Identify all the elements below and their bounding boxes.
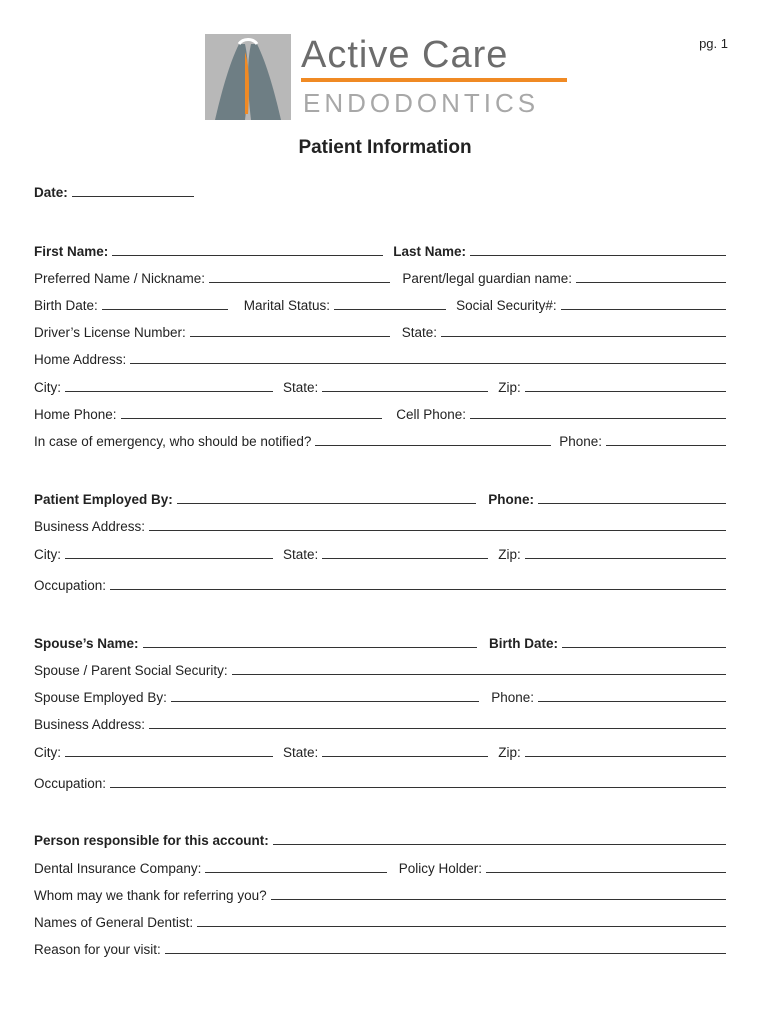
license-row	[34, 320, 726, 340]
cell-phone-field[interactable]	[470, 404, 726, 419]
marital-status-field[interactable]	[334, 295, 446, 310]
city-state-zip-row	[34, 375, 726, 395]
employer-city-label: City:	[34, 547, 61, 562]
spouse-occupation-row	[34, 771, 726, 791]
spouse-birth-date-field[interactable]	[562, 633, 726, 648]
employer-label: Patient Employed By:	[34, 492, 173, 507]
birth-date-label: Birth Date:	[34, 298, 98, 313]
emergency-phone-label: Phone:	[559, 434, 602, 449]
guardian-label: Parent/legal guardian name:	[402, 271, 572, 286]
policy-holder-label: Policy Holder:	[398, 861, 482, 876]
emergency-label: In case of emergency, who should be notified?	[34, 434, 312, 449]
spouse-zip-field[interactable]	[525, 742, 726, 757]
spouse-phone-field[interactable]	[538, 687, 726, 702]
emergency-field[interactable]	[315, 431, 551, 446]
state-label: State:	[283, 380, 319, 395]
nickname-row	[34, 266, 726, 286]
reason-label: Reason for your visit:	[34, 942, 161, 957]
phone-row	[34, 402, 726, 422]
business-address-field[interactable]	[149, 516, 726, 531]
last-name-label: Last Name:	[393, 244, 466, 259]
referral-row	[34, 883, 726, 903]
spouse-state-field[interactable]	[322, 742, 488, 757]
spouse-phone-label: Phone:	[491, 690, 534, 705]
reason-field[interactable]	[165, 939, 726, 954]
logo-subtitle-text: ENDODONTICS	[303, 88, 540, 118]
spouse-state-label: State:	[283, 745, 319, 760]
guardian-field[interactable]	[576, 268, 726, 283]
page-number: pg. 1	[699, 36, 728, 51]
employer-state-label: State:	[283, 547, 319, 562]
license-field[interactable]	[190, 322, 390, 337]
insurance-label: Dental Insurance Company:	[34, 861, 202, 876]
policy-holder-field[interactable]	[486, 858, 726, 873]
last-name-field[interactable]	[470, 241, 726, 256]
spouse-employer-row	[34, 685, 726, 705]
city-field[interactable]	[65, 377, 273, 392]
state-field[interactable]	[322, 377, 488, 392]
zip-label: Zip:	[498, 380, 521, 395]
page-title: Patient Information	[298, 137, 472, 158]
emergency-row	[34, 429, 726, 449]
city-label: City:	[34, 380, 61, 395]
employer-field[interactable]	[177, 489, 476, 504]
spouse-ssn-label: Spouse / Parent Social Security:	[34, 663, 228, 678]
spouse-employer-label: Spouse Employed By:	[34, 690, 167, 705]
license-state-field[interactable]	[441, 322, 726, 337]
cell-phone-label: Cell Phone:	[396, 407, 466, 422]
date-row	[34, 180, 726, 200]
license-label: Driver’s License Number:	[34, 325, 186, 340]
responsible-field[interactable]	[273, 830, 726, 845]
clinic-logo	[205, 34, 565, 120]
spouse-name-row	[34, 631, 726, 651]
emergency-phone-field[interactable]	[606, 431, 726, 446]
license-state-label: State:	[401, 325, 437, 340]
responsible-row	[34, 828, 726, 848]
business-address-row	[34, 514, 726, 534]
zip-field[interactable]	[525, 377, 726, 392]
occupation-row	[34, 573, 726, 593]
spouse-occupation-field[interactable]	[110, 773, 726, 788]
ssn-label: Social Security#:	[456, 298, 557, 313]
referral-label: Whom may we thank for referring you?	[34, 888, 267, 903]
spouse-city-field[interactable]	[65, 742, 273, 757]
employer-city-field[interactable]	[65, 544, 273, 559]
dentist-field[interactable]	[197, 912, 726, 927]
reason-row	[34, 937, 726, 957]
spouse-city-row	[34, 740, 726, 760]
employer-zip-label: Zip:	[498, 547, 521, 562]
preferred-name-label: Preferred Name / Nickname:	[34, 271, 206, 286]
dentist-row	[34, 910, 726, 930]
ssn-field[interactable]	[561, 295, 726, 310]
spouse-name-field[interactable]	[143, 633, 477, 648]
spouse-business-address-row	[34, 712, 726, 732]
preferred-name-field[interactable]	[209, 268, 390, 283]
logo-divider	[301, 78, 567, 82]
spouse-employer-field[interactable]	[171, 687, 479, 702]
spouse-occupation-label: Occupation:	[34, 776, 107, 791]
responsible-label: Person responsible for this account:	[34, 833, 269, 848]
name-row	[34, 239, 726, 259]
marital-status-label: Marital Status:	[243, 298, 331, 313]
employer-phone-label: Phone:	[488, 492, 534, 507]
referral-field[interactable]	[271, 885, 726, 900]
home-phone-label: Home Phone:	[34, 407, 117, 422]
first-name-field[interactable]	[112, 241, 383, 256]
tooth-logo-icon	[205, 34, 291, 120]
home-address-label: Home Address:	[34, 352, 127, 367]
spouse-city-label: City:	[34, 745, 61, 760]
first-name-label: First Name:	[34, 244, 109, 259]
birth-date-field[interactable]	[102, 295, 228, 310]
occupation-label: Occupation:	[34, 578, 107, 593]
spouse-zip-label: Zip:	[498, 745, 521, 760]
spouse-ssn-field[interactable]	[232, 660, 726, 675]
date-label: Date:	[34, 185, 68, 200]
spouse-ssn-row	[34, 658, 726, 678]
spouse-name-label: Spouse’s Name:	[34, 636, 139, 651]
employer-phone-field[interactable]	[538, 489, 726, 504]
employer-city-row	[34, 542, 726, 562]
home-phone-field[interactable]	[121, 404, 383, 419]
spouse-business-address-field[interactable]	[149, 714, 726, 729]
employer-row	[34, 487, 726, 507]
home-address-row	[34, 347, 726, 367]
birth-marital-ssn-row	[34, 293, 726, 313]
insurance-field[interactable]	[205, 858, 386, 873]
insurance-row	[34, 856, 726, 876]
home-address-field[interactable]	[130, 349, 726, 364]
employer-zip-field[interactable]	[525, 544, 726, 559]
employer-state-field[interactable]	[322, 544, 488, 559]
spouse-birth-date-label: Birth Date:	[488, 636, 558, 651]
spouse-business-address-label: Business Address:	[34, 717, 146, 732]
occupation-field[interactable]	[110, 575, 726, 590]
logo-name-text: Active Care	[301, 34, 509, 76]
date-field[interactable]	[72, 182, 194, 197]
dentist-label: Names of General Dentist:	[34, 915, 194, 930]
business-address-label: Business Address:	[34, 519, 146, 534]
